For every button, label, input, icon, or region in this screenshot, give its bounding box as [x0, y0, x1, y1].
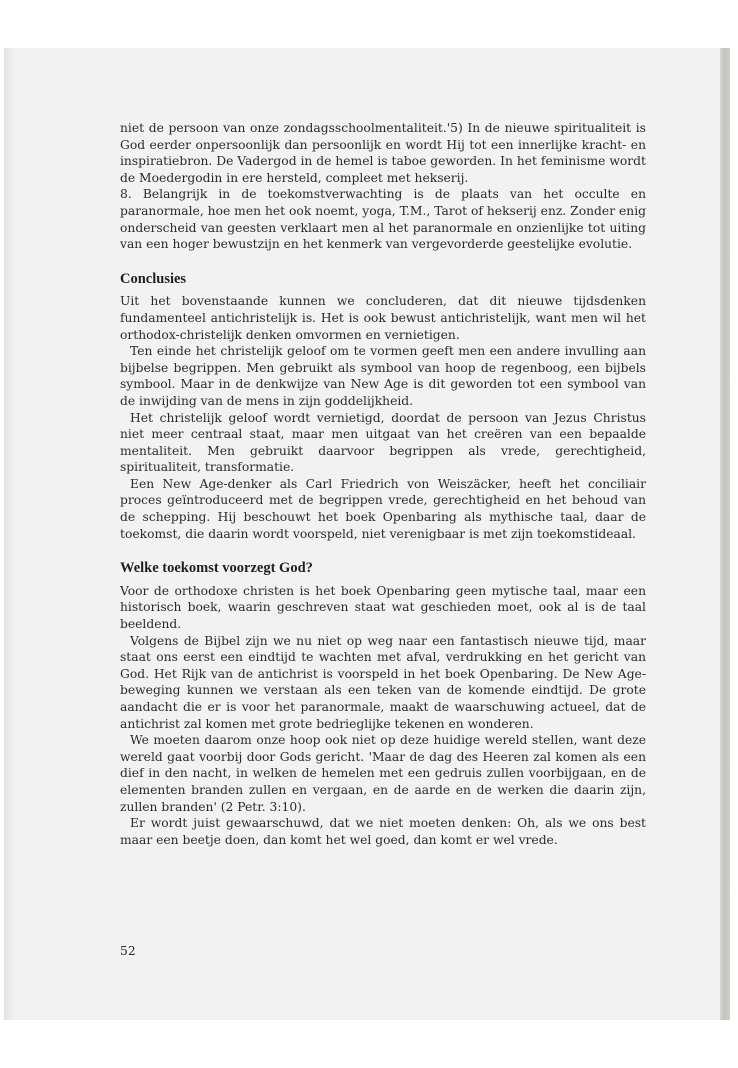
- page-content: [120, 120, 646, 848]
- paragraph: Ten einde het christelijk geloof om te vormen geeft men een andere invulling aan bijbelse begrippen. Men gebruikt als symbool van hoop de regenboog, een bijbels symbool. Maar in de denkwijze van New Age is dit geworden tot een symbool van de inwijding van de mens in zijn goddelijkheid.: [120, 344, 646, 408]
- paragraph: Volgens de Bijbel zijn we nu niet op weg naar een fantastisch nieuwe tijd, maar staat ons eerst een eindtijd te wachten met afval, verdrukking en het gericht van God. Het Rijk van de antichrist is voorspeld in het boek Openbaring. De New Age-beweging kunnen we verstaan als een teken van de komende eindtijd. De grote aandacht die er is voor het paranormale, maakt de waarschuwing actueel, dat de antichrist zal komen met grote bedrieglijke tekenen en wonderen.: [120, 633, 646, 731]
- paragraph: We moeten daarom onze hoop ook niet op deze huidige wereld stellen, want deze wereld gaat voorbij door Gods gericht. 'Maar de dag des Heeren zal komen als een dief in den nacht, in welken de hemelen met een gedruis zullen voorbijgaan, en de elementen branden zullen en vergaan, en de aarde en de werken die daarin zijn, zullen branden' (2 Petr. 3:10).: [120, 733, 646, 814]
- heading-welke-toekomst: Welke toekomst voorzegt God?: [120, 560, 313, 577]
- heading-conclusies: Conclusies: [120, 270, 187, 287]
- page-right-edge: [720, 48, 730, 1020]
- paragraph: Er wordt juist gewaarschuwd, dat we niet moeten denken: Oh, als we ons best maar een beetje doen, dan komt het wel goed, dan komt er wel vrede.: [120, 816, 646, 847]
- paragraph-continuation: niet de persoon van onze zondagsschoolmentaliteit.'5) In de nieuwe spiritualiteit is God eerder onpersoonlijk dan persoonlijk en wordt Hij tot een innerlijke kracht- en inspiratiebron. De Vadergod in de hemel is taboe geworden. In het feminisme wordt de Moedergodin in ere hersteld, compleet met hekserij.: [120, 121, 646, 185]
- paragraph: Een New Age-denker als Carl Friedrich von Weiszäcker, heeft het conciliair proces geïntroduceerd met de begrippen vrede, gerechtigheid en het behoud van de schepping. Hij beschouwt het boek Openbaring als mythische taal, daar de toekomst, die daarin wordt voorspeld, niet verenigbaar is met zijn toekomstideaal.: [120, 476, 646, 541]
- page-left-shadow: [4, 48, 14, 1020]
- paragraph-point-8: 8. Belangrijk in de toekomstverwachting is de plaats van het occulte en paranormale, hoe men het ook noemt, yoga, T.M., Tarot of hekserij enz. Zonder enig onderscheid van geesten verklaart men al het paranormale en onzienlijke tot uiting van een hoger bewustzijn en het kenmerk van vergevorderde geestelijke evolutie.: [120, 187, 646, 252]
- page-number: 52: [120, 944, 136, 958]
- paragraph: Het christelijk geloof wordt vernietigd, doordat de persoon van Jezus Christus niet meer centraal staat, maar men uitgaat van het creëren van een bepaalde mentaliteit. Men gebruikt daarvoor begrippen als vrede, gerechtigheid, spiritualiteit, transformatie.: [120, 410, 646, 475]
- paragraph: Uit het bovenstaande kunnen we concluderen, dat dit nieuwe tijdsdenken fundamenteel antichristelijk is. Het is ook bewust antichristelijk, want men wil het orthodox-christelijk denken omvormen en vernietigen.: [120, 294, 646, 342]
- paragraph: Voor de orthodoxe christen is het boek Openbaring geen mytische taal, maar een historisch boek, waarin geschreven staat wat geschieden moet, ook al is de taal beeldend.: [120, 583, 646, 632]
- book-page: [4, 48, 730, 1020]
